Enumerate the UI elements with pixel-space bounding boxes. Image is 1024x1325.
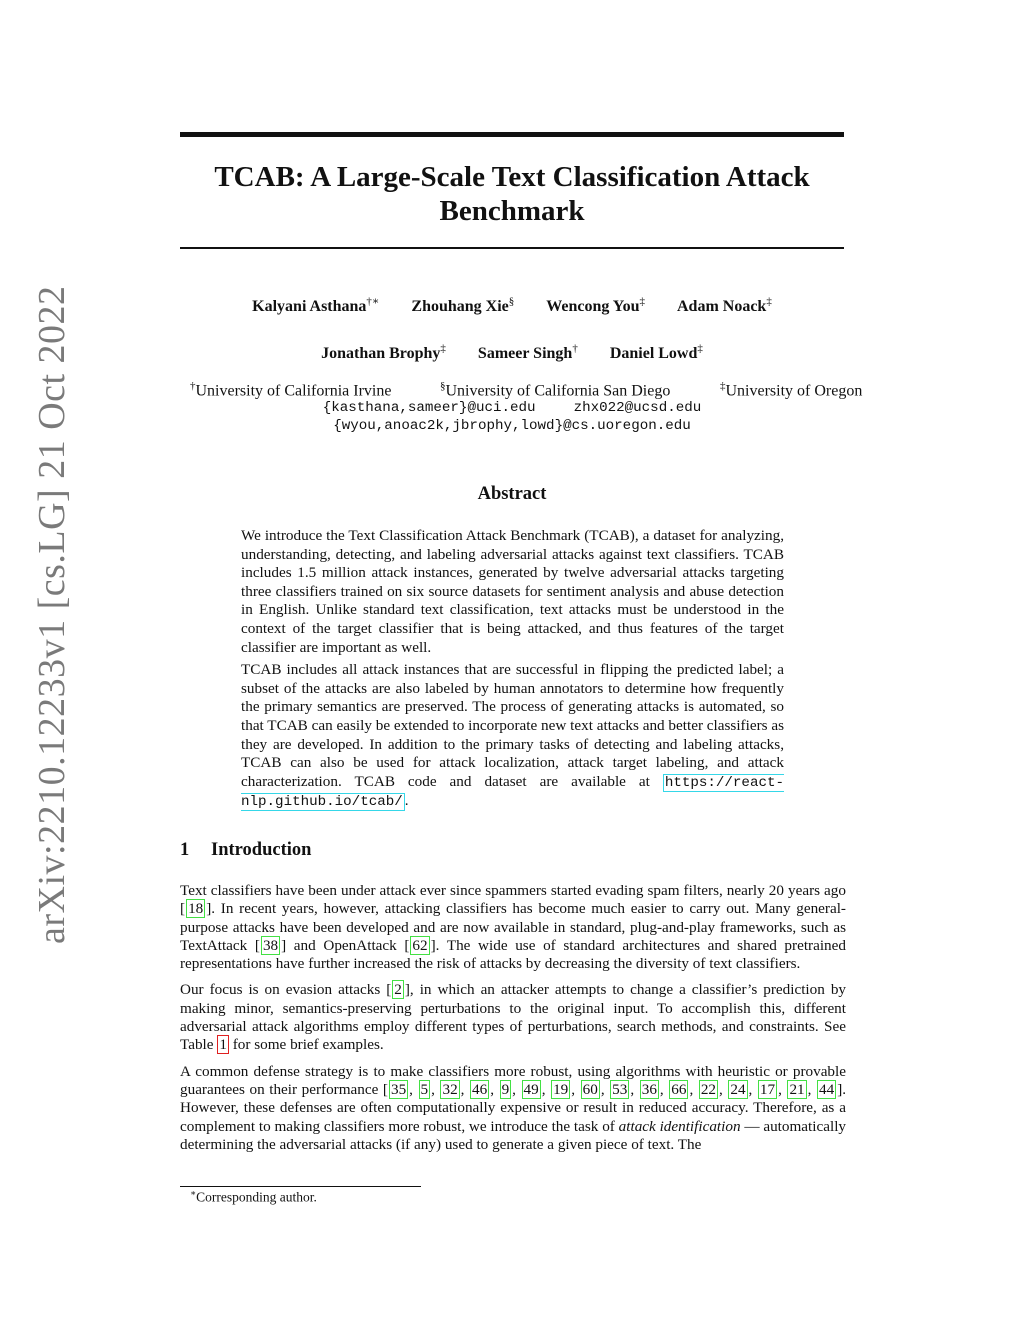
citation-link[interactable]: 32 bbox=[442, 1080, 458, 1098]
citation-link[interactable]: 24 bbox=[730, 1080, 746, 1098]
title-bottom-rule bbox=[180, 247, 844, 249]
citation-link[interactable]: 66 bbox=[671, 1080, 687, 1098]
text-run: ]. The wide use of standard architectures and shared pretrained representations have further increased the risk of attacks by decreasing the diversity of text classifiers. bbox=[180, 936, 846, 973]
author-mark: ‡ bbox=[697, 343, 703, 355]
citation-link[interactable]: 44 bbox=[819, 1080, 835, 1098]
author-mark: ‡ bbox=[766, 296, 772, 308]
citation-link[interactable]: 46 bbox=[472, 1080, 488, 1098]
intro-body bbox=[180, 882, 846, 1154]
abstract-body bbox=[241, 527, 784, 812]
intro-paragraph-1 bbox=[180, 882, 846, 973]
author bbox=[677, 298, 772, 315]
citation-link[interactable]: 60 bbox=[582, 1080, 598, 1098]
title-line-1: TCAB: A Large-Scale Text Classification Attack bbox=[214, 161, 810, 193]
citation-link[interactable]: 5 bbox=[420, 1080, 429, 1098]
abstract-heading: Abstract bbox=[477, 484, 547, 504]
email-line-1 bbox=[180, 400, 844, 416]
author bbox=[610, 345, 703, 362]
affiliation-name: University of California Irvine bbox=[195, 382, 392, 400]
author-name: Sameer Singh bbox=[477, 345, 573, 363]
text-run: ], in which an attacker attempts to change a classifier’s prediction by making minor, semantics-preserving perturbations to the original input. To accomplish this, different adversarial attack algorithms employ different types of perturbations, search methods, and constraints. See Table bbox=[180, 981, 847, 1054]
text-run: for some brief examples. bbox=[228, 1036, 384, 1054]
footnote-mark: ∗ bbox=[190, 1188, 197, 1198]
affiliation bbox=[440, 380, 670, 400]
affiliation-name: University of Oregon bbox=[725, 382, 863, 400]
text-run: A common defense strategy is to make classifiers more robust, using algorithms with heuristic or provable guarantees on their performance [ bbox=[180, 1062, 846, 1098]
email-ucsd: zhx022@ucsd.edu bbox=[573, 400, 702, 416]
section-heading-introduction bbox=[180, 840, 311, 861]
author bbox=[321, 345, 446, 362]
author-name: Adam Noack bbox=[676, 298, 767, 316]
author-name: Zhouhang Xie bbox=[411, 298, 509, 316]
text-run: — automatically determining the adversarial attacks (if any) used to generate a given piece of text. The bbox=[180, 1117, 847, 1153]
arxiv-stamp: arXiv:2210.12233v1 [cs.LG] 21 Oct 2022 bbox=[31, 285, 73, 944]
text-run: ]. In recent years, however, attacking classifiers has become much easier to carry out. Many general-purpose attacks have been developed and are now available in standard, plug-and-play frameworks, such as TextAttack [ bbox=[180, 900, 846, 954]
author-name: Wencong You bbox=[546, 298, 640, 316]
citation-link[interactable]: 19 bbox=[553, 1080, 569, 1098]
author-mark: † bbox=[572, 343, 578, 355]
text-run: ]. However, these defenses are often computationally expensive or result in reduced accuracy. Therefore, as a complement to making classifiers more robust, we introduce the task of bbox=[180, 1080, 847, 1135]
author-name: Daniel Lowd bbox=[609, 345, 698, 363]
author-mark: § bbox=[508, 296, 515, 308]
citation-link[interactable]: 17 bbox=[759, 1080, 776, 1098]
author-mark: ‡ bbox=[639, 296, 645, 308]
authors-row-1 bbox=[180, 295, 844, 316]
affiliation-mark: † bbox=[190, 380, 196, 392]
author bbox=[252, 298, 379, 315]
citation-link[interactable]: 35 bbox=[390, 1080, 407, 1098]
citation-list: 35 , 5 , 32 , 46 , 9 , 49 , 19 , 60 , 53 , 36 , 66 , 22 , 24 , 17 , 21 , 44 bbox=[390, 1080, 835, 1098]
title-line-2: Benchmark bbox=[439, 195, 585, 227]
footnote-text: Corresponding author. bbox=[196, 1189, 317, 1205]
footnote bbox=[190, 1188, 317, 1206]
citation-link[interactable]: 62 bbox=[412, 936, 428, 954]
citation-link[interactable]: 36 bbox=[641, 1080, 657, 1098]
author-mark: ‡ bbox=[440, 343, 446, 355]
dataset-url-link[interactable]: https://react-nlp.github.io/tcab/ bbox=[241, 774, 785, 811]
citation-link[interactable]: 49 bbox=[523, 1080, 539, 1098]
section-title: Introduction bbox=[211, 840, 312, 860]
footnote-rule bbox=[180, 1186, 421, 1187]
intro-paragraph-2 bbox=[180, 981, 846, 1054]
citation-link[interactable]: 18 bbox=[188, 900, 204, 918]
affiliation-mark: § bbox=[440, 380, 446, 392]
email-line-2: {wyou,anoac2k,jbrophy,lowd}@cs.uoregon.edu bbox=[333, 418, 691, 434]
text-run: Text classifiers have been under attack ever since spammers started evading spam filters, nearly 20 years ago [ bbox=[180, 882, 846, 918]
emphasis-attack-identification: attack identification bbox=[618, 1117, 741, 1135]
text-run: Our focus is on evasion attacks [ bbox=[180, 981, 392, 999]
citation-link[interactable]: 9 bbox=[501, 1080, 510, 1098]
section-number: 1 bbox=[180, 840, 190, 860]
citation-link[interactable]: 38 bbox=[262, 936, 279, 954]
author bbox=[411, 298, 514, 315]
text-run: ] and OpenAttack [ bbox=[281, 936, 410, 954]
affiliation bbox=[720, 380, 862, 400]
abstract-paragraph-1: We introduce the Text Classification Attack Benchmark (TCAB), a dataset for analyzing, understanding, detecting, and labeling adversarial attacks against text classifiers. TCAB includes 1.5 million attack instances, generated by twelve adversarial attacks targeting three classifiers trained on six source datasets for sentiment analysis and abuse detection in English. Unlike standard text classification, text attacks must be understood in the context of the target classifier that is being attacked, and thus features of the target classifier are important as well. bbox=[241, 527, 784, 656]
citation-link[interactable]: 2 bbox=[394, 981, 402, 999]
citation-link[interactable]: 21 bbox=[789, 1080, 805, 1098]
intro-paragraph-3 bbox=[180, 1063, 846, 1154]
authors-row-2 bbox=[180, 343, 844, 363]
citation-link[interactable]: 22 bbox=[700, 1080, 716, 1098]
author bbox=[478, 345, 578, 362]
author-name: Jonathan Brophy bbox=[321, 345, 441, 363]
affiliation-mark: ‡ bbox=[720, 380, 726, 392]
author bbox=[546, 298, 645, 315]
author-name: Kalyani Asthana bbox=[252, 298, 367, 316]
citation-link[interactable]: 53 bbox=[612, 1080, 628, 1098]
author-mark: †∗ bbox=[366, 296, 380, 308]
affiliation bbox=[190, 380, 391, 400]
affiliation-name: University of California San Diego bbox=[445, 382, 671, 400]
abstract-paragraph-2: TCAB includes all attack instances that are successful in flipping the predicted label; a subset of the attacks are also labeled by human annotators to determine how frequently the primary semantics are preserved. The process of generating attacks is automated, so that TCAB can easily be extended to incorporate new text attacks and better classifiers as they are developed. In addition to the primary tasks of detecting and labeling attacks, TCAB can also be used for attack localization, attack target labeling, and attack characterization. TCAB code and dataset are available at https://react-nlp.github.io/tcab/ . bbox=[241, 661, 785, 811]
email-uci: {kasthana,sameer}@uci.edu bbox=[322, 400, 536, 416]
abstract-paragraph-2-text: TCAB includes all attack instances that are successful in flipping the predicted label; a subset of the attacks are also labeled by human annotators to determine how frequently the primary semantics are preserved. The process of generating attacks is automated, so that TCAB can easily be extended to incorporate new text attacks and better classifiers as they are developed. In addition to the primary tasks of detecting and labeling attacks, TCAB can also be used for attack localization, attack target labeling, and attack characterization. TCAB code and dataset are available at bbox=[241, 661, 784, 790]
paper-title bbox=[180, 160, 844, 228]
table-reference-link[interactable]: 1 bbox=[219, 1036, 227, 1054]
title-top-rule bbox=[180, 132, 844, 137]
